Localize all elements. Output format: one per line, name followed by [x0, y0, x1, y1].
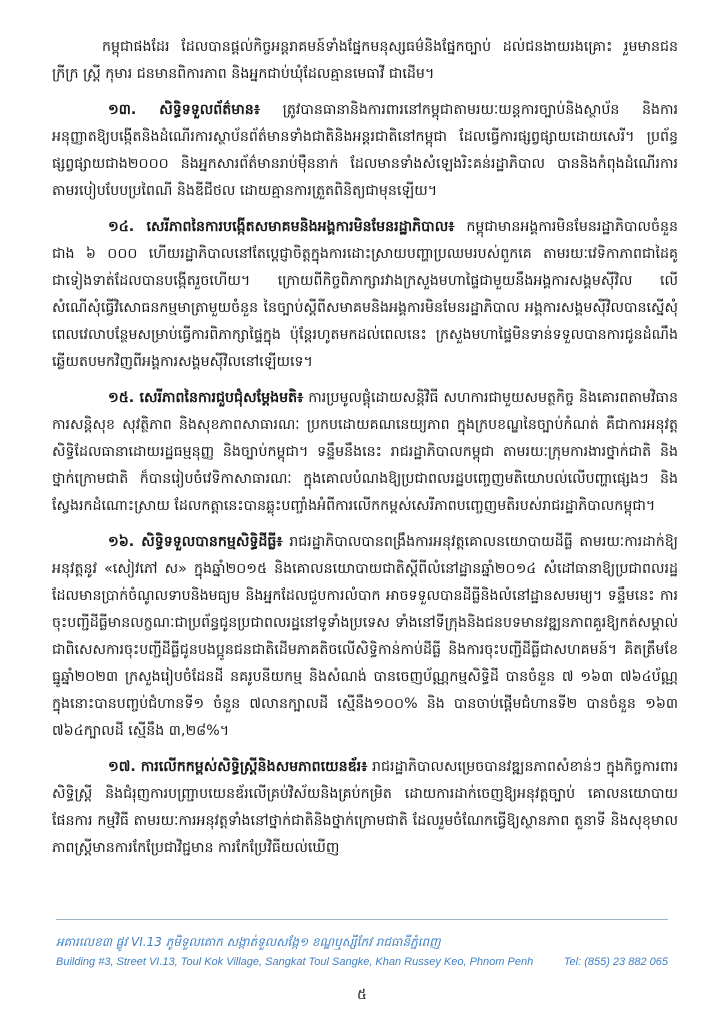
paragraph-text: ការប្រមូលផ្តុំដោយសន្តិវិធី សហការជាមួយសមត្ថកិច្ច និងគោរពតាមវិធានការសន្តិសុខ សុវត្ថិភាព និងសុខភាពសាធារណៈ ប្រកបដោយគណនេយ្យភាព ក្នុងក្របខណ្ឌនៃច្បាប់កំណត់ គឺជាការអនុវត្តសិទ្ធិដែលធានាដោយរដ្ឋធម្មនុញ្ញ និងច្បាប់កម្ពុជា។ ទន្ទឹមនឹងនេះ រាជរដ្ឋាភិបាលកម្ពុជា តាមរយៈក្រុមការងារថ្នាក់ជាតិ និងថ្នាក់ក្រោមជាតិ ក៏បានរៀបចំវេទិកាសាធារណៈ ក្នុងគោលបំណងឱ្យប្រជាពលរដ្ឋបញ្ចេញមតិយោបល់លើបញ្ហាផ្សេងៗ និងស្វែងរកដំណោះស្រាយ ដែលកត្តានេះបានឆ្លុះបញ្ចាំងអំពីការលើកកម្ពស់សេរីភាពបញ្ចេញមតិរបស់រាជរដ្ឋាភិបាលកម្ពុជា។ — [52, 390, 678, 514]
paragraph-heading: ១៣. សិទ្ធិទទួលព័ត៌មាន៖ — [108, 102, 261, 118]
paragraph-heading: ១៧. ការលើកកម្ពស់សិទ្ធិស្ត្រីនិងសមភាពយេនឌ័រ៖ — [108, 759, 368, 775]
paragraph-text: រាជរដ្ឋាភិបាលបានពង្រឹងការអនុវត្តគោលនយោបាយដីធ្លី តាមរយៈការដាក់ឱ្យអនុវត្តនូវ «សៀវភៅ ស» ក្នុងឆ្នាំ២០១៥ និងគោលនយោបាយជាតិស្តីពីលំនៅដ្ឋានឆ្នាំ២០១៤ សំដៅធានាឱ្យប្រជាពលរដ្ឋដែលមានប្រាក់ចំណូលទាបនិងមធ្យម និងអ្នកដែលជួបការលំបាក អាចទទួលបានដីធ្លីនិងលំនៅដ្ឋានសមរម្យ។ ទន្ទឹមនេះ ការចុះបញ្ជីដីធ្លីមានលក្ខណៈជាប្រព័ន្ធជូនប្រជាពលរដ្ឋនៅទូទាំងប្រទេស ទាំងនៅទីក្រុងនិងជនបទមានវឌ្ឍនភាពគួរឱ្យកត់សម្គាល់ ជាពិសេសការចុះបញ្ជីដីធ្លីជូនបងប្អូនជនជាតិដើមភាគតិចលើសិទ្ធិកាន់កាប់ដីធ្លី និងការចុះបញ្ជីដីធ្លីជាសហគមន៍។ គិតត្រឹមខែធ្នូឆ្នាំ២០២៣ ក្រសួងរៀបចំដែនដី នគរូបនីយកម្ម និងសំណង់ បានចេញប័ណ្ណកម្មសិទ្ធិដី បានចំនួន ៧ ១៦៣ ៧៦៤ប័ណ្ណ ក្នុងនោះបានបញ្ចប់ជំហានទី១ ចំនួន ៧លានក្បាលដី ស្មើនឹង១០០% និង បានចាប់ផ្តើមជំហានទី២ បានចំនួន ១៦៣ ៧៦៤ក្បាលដី ស្មើនឹង ៣,២៨%។ — [52, 534, 678, 739]
document-body — [52, 34, 678, 902]
page-number: ៥ — [357, 987, 367, 1003]
paragraph-15-freedom-of-assembly — [52, 385, 678, 520]
footer-address-english: Building #3, Street VI.13, Toul Kok Village, Sangkat Toul Sangke, Khan Russey Keo, Phnom Penh — [56, 956, 534, 968]
paragraph-heading: ១៥. សេរីភាពនៃការជួបជុំសម្តែងមតិ៖ — [108, 390, 304, 406]
paragraph-16-land-ownership — [52, 529, 678, 745]
paragraph-continued — [52, 34, 678, 88]
paragraph-heading: ១៤. សេរីភាពនៃការបង្កើតសមាគមនិងអង្គការមិនមែនរដ្ឋាភិបាល៖ — [108, 219, 455, 235]
footer-phone: Tel: (855) 23 882 065 — [563, 956, 668, 968]
paragraph-text: កម្ពុជាមានអង្គការមិនមែនរដ្ឋាភិបាលចំនួនជាង ៦ ០០០ ហើយរដ្ឋាភិបាលនៅតែប្តេជ្ញាចិត្តក្នុងការដោះស្រាយបញ្ហាប្រឈមរបស់ពួកគេ តាមរយៈវេទិកាភាពជាដៃគូជាទៀងទាត់ដែលបានបង្កើតរួចហើយ។ ក្រោយពីកិច្ចពិភាក្សារវាងក្រសួងមហាផ្ទៃជាមួយនឹងអង្គការសង្គមស៊ីវិល លើសំណើសុំធ្វើវិសោធនកម្មមាត្រាមួយចំនួន នៃច្បាប់ស្តីពីសមាគមនិងអង្គការមិនមែនរដ្ឋាភិបាល អង្គការសង្គមស៊ីវិលបានស្នើសុំពេលវេលាបន្ថែមសម្រាប់ធ្វើការពិភាក្សាផ្ទៃក្នុង ប៉ុន្តែរហូតមកដល់ពេលនេះ ក្រសួងមហាផ្ទៃមិនទាន់ទទួលបានការជូនដំណឹងឆ្លើយតបមកវិញពីអង្គការសង្គមស៊ីវិលនៅឡើយទេ។ — [52, 219, 678, 370]
paragraph-text: រាជរដ្ឋាភិបាលសម្រេចបានវឌ្ឍនភាពសំខាន់ៗ ក្នុងកិច្ចការពារសិទ្ធិស្ត្រី និងជំរុញការបញ្ជ្រាបយេនឌ័រលើគ្រប់វិស័យនិងគ្រប់កម្រិត ដោយការដាក់ចេញឱ្យអនុវត្តច្បាប់ គោលនយោបាយ ផែនការ កម្មវិធី តាមរយៈការអនុវត្តទាំងនៅថ្នាក់ជាតិនិងថ្នាក់ក្រោមជាតិ ដែលរួមចំណែកធ្វើឱ្យស្ថានភាព តួនាទី និងសុខុមាលភាពស្ត្រីមានការកែប្រែជាវិជ្ជមាន ការកែប្រែវិធីយល់ឃើញ — [52, 759, 678, 856]
paragraph-heading: ១៦. សិទ្ធិទទួលបានកម្មសិទ្ធិដីធ្លី៖ — [108, 534, 283, 550]
footer-address-row — [56, 956, 668, 968]
paragraph-14-freedom-of-association — [52, 214, 678, 376]
footer-divider — [56, 919, 668, 920]
paragraph-text: ត្រូវបានធានានិងការពារនៅកម្ពុជាតាមរយៈយន្តការច្បាប់និងស្ថាប័ន និងការអនុញ្ញាតឱ្យបង្កើតនិងដំណើរការស្ថាប័នព័ត៌មានទាំងជាតិនិងអន្តរជាតិនៅកម្ពុជា ដែលធ្វើការផ្សព្វផ្សាយដោយសេរី។ ប្រព័ន្ធផ្សព្វផ្សាយជាង២០០០ និងអ្នកសារព័ត៌មានរាប់ម៉ឺននាក់ ដែលមានទាំងសំឡេងរិះគន់រដ្ឋាភិបាល បាននិងកំពុងដំណើរការ តាមរបៀបបែបប្រពៃណី និងឌីជីថល ដោយគ្មានការត្រួតពិនិត្យជាមុនឡើយ។ — [52, 102, 678, 199]
paragraph-13-right-to-information — [52, 97, 678, 205]
footer-address-khmer: អគារលេខ៣ ផ្លូវ VI.13 ភូមិទួលគោក សង្កាត់ទួលសង្កែ១ ខណ្ឌឬស្សីកែវ រាជធានីភ្នំពេញ — [56, 935, 441, 949]
paragraph-17-women-rights — [52, 754, 678, 862]
paragraph-text: កម្ពុជាផងដែរ ដែលបានផ្តល់កិច្ចអន្តរាគមន៍ទាំងផ្នែកមនុស្សធម៌និងផ្នែកច្បាប់ ដល់ជនងាយរងគ្រោះ រួមមានជនក្រីក្រ ស្ត្រី កុមារ ជនមានពិការភាព និងអ្នកជាប់ឃុំដែលគ្មានមេធាវី ជាដើម។ — [52, 39, 678, 82]
